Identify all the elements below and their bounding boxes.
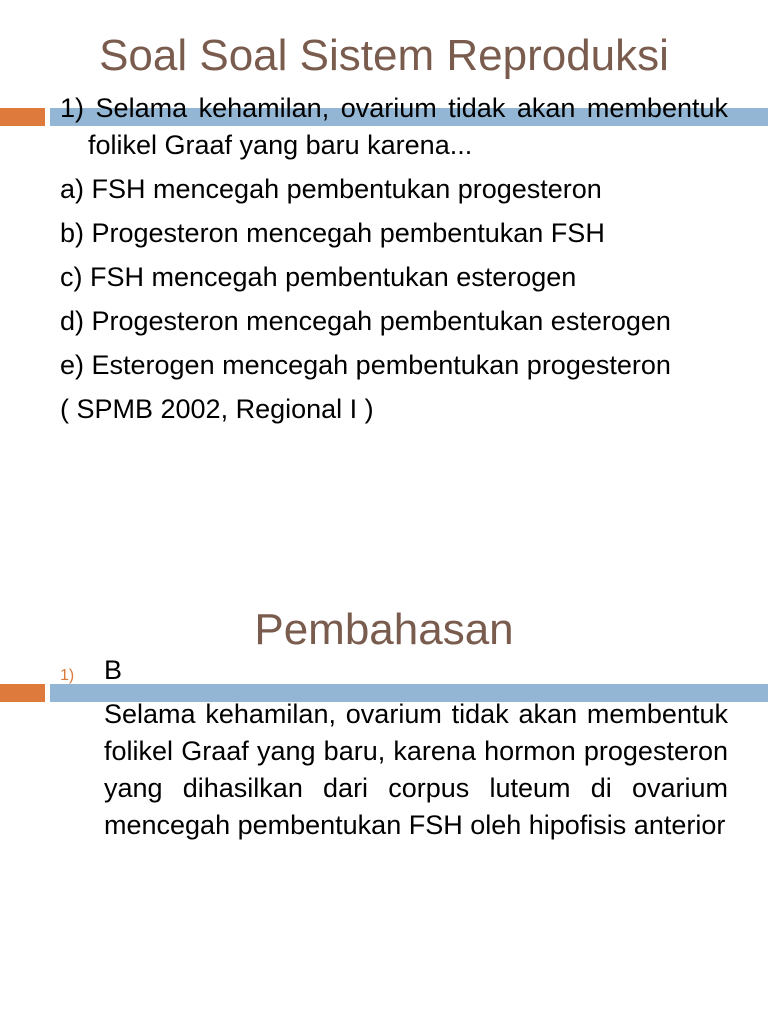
question-body: [60, 90, 728, 428]
accent-bar-orange: [0, 108, 45, 126]
discussion-body: [104, 652, 728, 844]
slide-title: Pembahasan: [254, 605, 514, 654]
question-source: ( SPMB 2002, Regional I ): [60, 394, 374, 424]
option-c: c) FSH mencegah pembentukan esterogen: [60, 262, 577, 292]
option-d: d) Progesteron mencegah pembentukan esterogen: [60, 306, 671, 336]
slide-title: Soal Soal Sistem Reproduksi: [99, 31, 669, 80]
list-number-marker: 1): [60, 667, 75, 684]
option-a: a) FSH mencegah pembentukan progesteron: [60, 174, 602, 204]
answer-letter: B: [104, 655, 123, 685]
option-b: b) Progesteron mencegah pembentukan FSH: [60, 218, 605, 248]
accent-bar-orange: [0, 684, 45, 702]
option-e: e) Esterogen mencegah pembentukan progesteron: [60, 350, 671, 380]
slide-discussion: [0, 512, 768, 1024]
question-text: 1) Selama kehamilan, ovarium tidak akan membentuk folikel Graaf yang baru karena...: [60, 93, 728, 160]
answer-explanation: Selama kehamilan, ovarium tidak akan membentuk folikel Graaf yang baru, karena hormon progesteron yang dihasilkan dari corpus luteum di ovarium mencegah pembentukan FSH oleh hipofisis anterior: [104, 699, 728, 840]
